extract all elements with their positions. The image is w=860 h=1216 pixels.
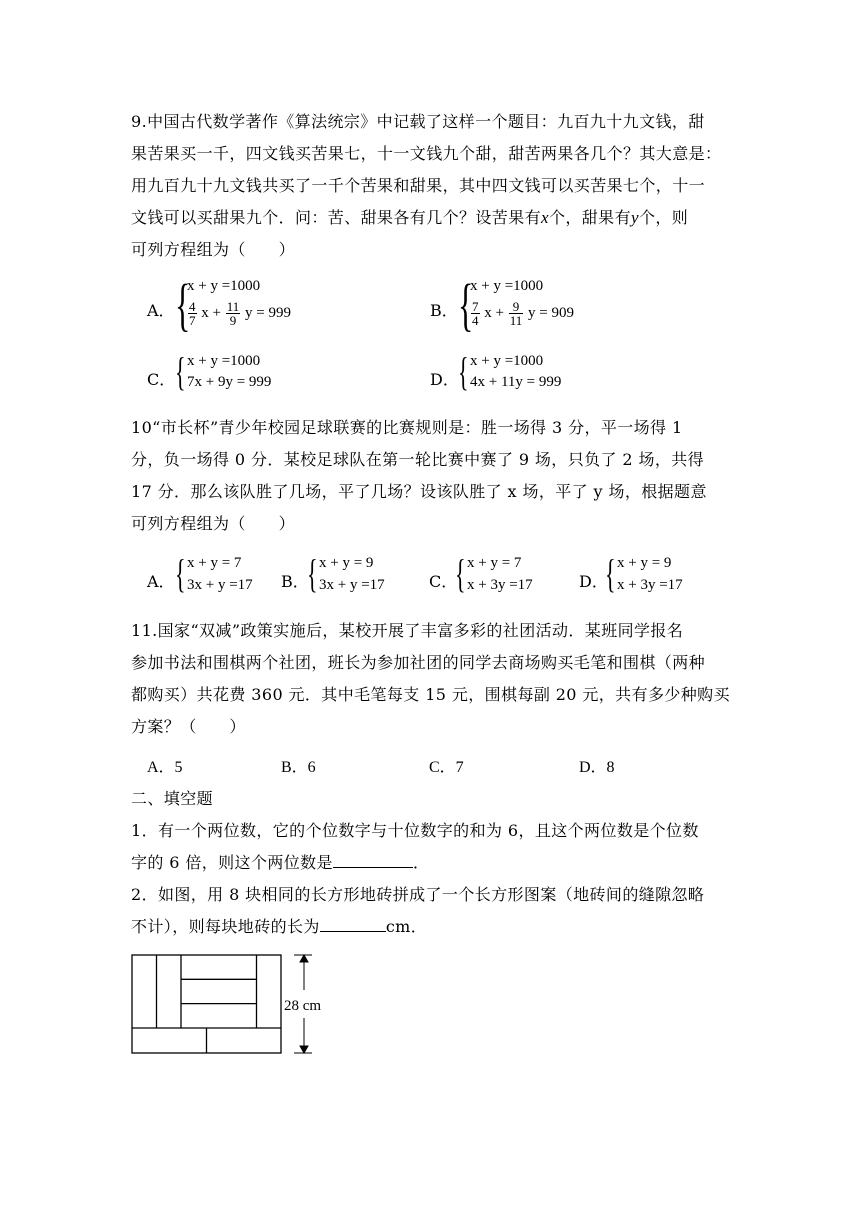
- q9-option-b-system[interactable]: { x + y =1000 $\frac{7}{4}$ x + $\frac{9}{11}$ y = 909: [458, 272, 574, 337]
- q9-b-eq1: x + y =1000: [470, 278, 544, 294]
- q9-d-eq1: x + y =1000: [470, 353, 544, 369]
- q11-option-b[interactable]: B．6: [281, 759, 316, 776]
- question-9: [131, 106, 731, 266]
- q11-option-c[interactable]: C．7: [429, 759, 464, 776]
- q10-b-eq1: x + y = 9: [319, 555, 374, 571]
- q10-option-b-label[interactable]: B．: [281, 572, 309, 591]
- q9-line-2: 果苦果买一千，四文钱买苦果七，十一文钱九个甜，甜苦两果各几个？其大意是：: [131, 144, 722, 163]
- q10-line-4: 可列方程组为（ ）: [131, 514, 296, 533]
- fill-q2-line-1: 2．如图，用 8 块相同的长方形地砖拼成了一个长方形图案（地砖间的缝隙忽略: [131, 885, 705, 904]
- q9-option-a-system[interactable]: { x + y =1000 $\frac{4}{7}$ x + $\frac{11}{9}$ y = 999: [175, 272, 291, 337]
- fill-q1-line-1: 1．有一个两位数，它的个位数字与十位数字的和为 6，且这个两位数是个位数: [131, 821, 699, 840]
- q9-d-eq2: 4x + 11y = 999: [470, 374, 562, 390]
- q9-option-c-system[interactable]: { x + y =1000 7x + 9y = 999: [175, 349, 272, 394]
- question-10: [131, 412, 731, 540]
- q10-option-d-label[interactable]: D．: [579, 572, 608, 591]
- q9-line-1: 9.中国古代数学著作《算法统宗》中记载了这样一个题目：九百九十九文钱，甜: [131, 112, 705, 131]
- q10-line-3: 17 分．那么该队胜了几场，平了几场？设该队胜了 x 场，平了 y 场，根据题意: [131, 482, 707, 501]
- q9-b-eq2: $\frac{7}{4}$ x + $\frac{9}{11}$ y = 909: [472, 299, 574, 328]
- section-fill-in: [131, 783, 731, 943]
- q10-a-eq2: 3x + y =17: [187, 577, 253, 593]
- q10-option-c-label[interactable]: C．: [429, 572, 458, 591]
- fill-q2-line-2: 不计），则每块地砖的长为 cm．: [131, 917, 428, 936]
- section-2-title: 二、填空题: [131, 789, 214, 808]
- q9-option-d-system[interactable]: { x + y =1000 4x + 11y = 999: [458, 349, 562, 394]
- figure-dimension-label: 28 cm: [284, 998, 322, 1014]
- q11-option-a[interactable]: A．5: [147, 759, 183, 776]
- q9-line-4: 文钱可以买甜果九个．问：苦、甜果各有几个？设苦果有x个，甜果有y个，则: [131, 208, 689, 227]
- tile-figure: [126, 950, 326, 1058]
- question-11: [131, 615, 731, 743]
- fill-q2-answer-blank[interactable]: [320, 915, 386, 932]
- q10-d-eq2: x + 3y =17: [617, 577, 683, 593]
- q9-option-c-label[interactable]: C．: [147, 370, 176, 389]
- q9-c-eq2: 7x + 9y = 999: [187, 374, 272, 390]
- q10-line-2: 分，负一场得 0 分．某校足球队在第一轮比赛中赛了 9 场，只负了 2 场，共得: [131, 450, 705, 469]
- q9-line-5: 可列方程组为（ ）: [131, 240, 296, 259]
- q10-c-eq1: x + y = 7: [467, 555, 522, 571]
- q11-option-d[interactable]: D．8: [579, 759, 615, 776]
- q11-line-4: 方案？（ ）: [131, 717, 246, 736]
- q9-c-eq1: x + y =1000: [187, 353, 261, 369]
- q9-option-d-label[interactable]: D．: [430, 370, 459, 389]
- q10-option-c-system[interactable]: { x + y = 7 x + 3y =17: [455, 551, 533, 596]
- q9-option-b-label[interactable]: B．: [430, 301, 458, 320]
- q9-option-a-label[interactable]: A．: [147, 301, 175, 320]
- q10-a-eq1: x + y = 7: [187, 555, 242, 571]
- q10-c-eq2: x + 3y =17: [467, 577, 533, 593]
- q9-line-3: 用九百九十九文钱共买了一千个苦果和甜果，其中四文钱可以买苦果七个，十一: [131, 176, 706, 195]
- fill-q1-answer-blank[interactable]: [333, 851, 413, 868]
- q11-line-2: 参加书法和围棋两个社团，班长为参加社团的同学去商场购买毛笔和围棋（两种: [131, 653, 706, 672]
- q11-line-3: 都购买）共花费 360 元．其中毛笔每支 15 元，围棋每副 20 元，共有多少种购买: [131, 685, 730, 704]
- q10-option-d-system[interactable]: { x + y = 9 x + 3y =17: [605, 551, 683, 596]
- q9-a-eq1: x + y =1000: [187, 278, 261, 294]
- q10-line-1: 10“市长杯”青少年校园足球联赛的比赛规则是：胜一场得 3 分，平一场得 1: [131, 418, 683, 437]
- q10-option-a-system[interactable]: { x + y = 7 3x + y =17: [175, 551, 253, 596]
- q10-b-eq2: 3x + y =17: [319, 577, 385, 593]
- q9-a-eq2: $\frac{4}{7}$ x + $\frac{11}{9}$ y = 999: [189, 299, 291, 328]
- q10-d-eq1: x + y = 9: [617, 555, 672, 571]
- q10-option-b-system[interactable]: { x + y = 9 3x + y =17: [307, 551, 385, 596]
- q10-option-a-label[interactable]: A．: [147, 572, 175, 591]
- q11-line-1: 11.国家“双减”政策实施后，某校开展了丰富多彩的社团活动．某班同学报名: [131, 621, 684, 640]
- fill-q1-line-2: 字的 6 倍，则这个两位数是 ．: [131, 853, 430, 872]
